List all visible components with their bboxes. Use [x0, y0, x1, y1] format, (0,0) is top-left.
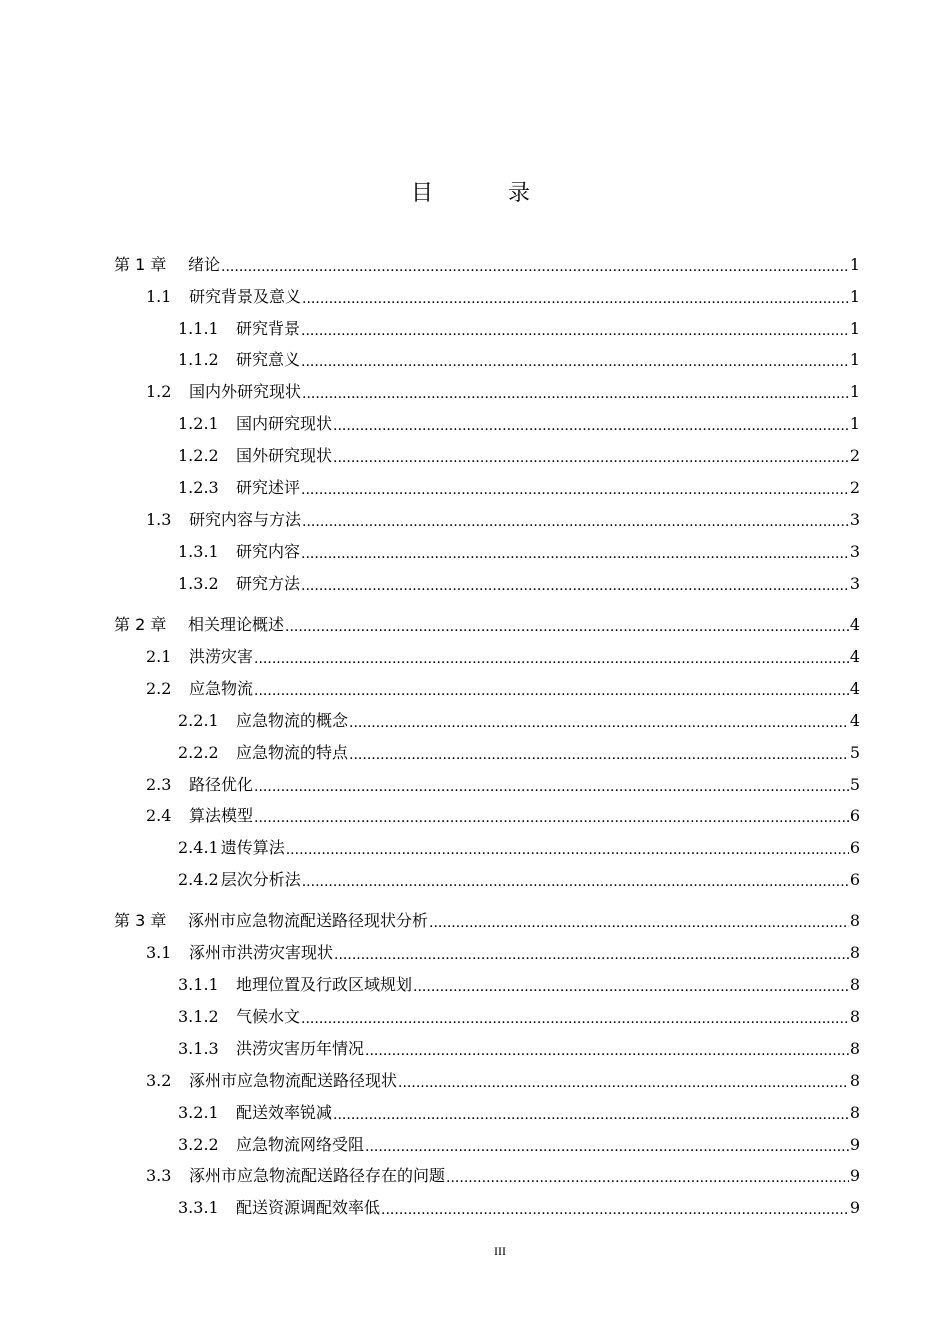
dot-leader	[429, 914, 849, 932]
toc-entry-label: 研究述评	[236, 478, 301, 497]
toc-entry-level-1[interactable]	[114, 604, 860, 636]
dot-leader	[302, 290, 849, 308]
toc-entry-number: 2.4	[146, 806, 172, 825]
toc-entry-page-number: 6	[849, 838, 860, 857]
dot-leader	[301, 545, 849, 563]
toc-entry-page-number: 8	[849, 943, 860, 962]
toc-entry-number: 3.1.2	[178, 1007, 219, 1026]
toc-entry-page-number: 8	[849, 1007, 860, 1026]
toc-entry-level-2[interactable]	[146, 1060, 860, 1092]
toc-entry-level-3[interactable]	[178, 1092, 860, 1124]
dot-leader	[286, 841, 849, 859]
toc-entry-page-number: 4	[849, 647, 860, 666]
toc-entry-label: 国外研究现状	[236, 446, 333, 465]
toc-entry-level-2[interactable]	[146, 276, 860, 308]
toc-entry-level-2[interactable]	[146, 636, 860, 668]
dot-leader	[254, 778, 849, 796]
toc-entry-level-3[interactable]	[178, 732, 860, 764]
toc-entry-page-number: 9	[849, 1198, 860, 1217]
toc-entry-level-3[interactable]	[178, 996, 860, 1028]
toc-entry-page-number: 9	[849, 1135, 860, 1154]
toc-entry-number: 1.2.3	[178, 478, 219, 497]
toc-entry-number: 2.3	[146, 775, 172, 794]
toc-entry-page-number: 5	[849, 743, 860, 762]
toc-entry-label: 绪论	[188, 255, 221, 274]
toc-entry-page-number: 9	[849, 1166, 860, 1185]
toc-entry-page-number: 1	[849, 287, 860, 306]
toc-entry-number: 3.2	[146, 1071, 172, 1090]
toc-entry-label: 遗传算法	[220, 838, 285, 857]
toc-entry-label: 研究背景	[236, 319, 301, 338]
toc-entry-page-number: 1	[849, 319, 860, 338]
toc-entry-number: 2.2.2	[178, 743, 219, 762]
dot-leader	[334, 946, 849, 964]
toc-entry-level-3[interactable]	[178, 964, 860, 996]
toc-entry-number: 3.1.3	[178, 1039, 219, 1058]
toc-entry-label: 涿州市应急物流配送路径现状分析	[188, 911, 429, 930]
toc-entry-page-number: 8	[849, 1103, 860, 1122]
toc-entry-number: 第 2 章	[114, 615, 167, 634]
toc-entry-level-2[interactable]	[146, 668, 860, 700]
toc-entry-level-2[interactable]	[146, 1155, 860, 1187]
toc-entry-level-1[interactable]	[114, 244, 860, 276]
toc-entry-page-number: 5	[849, 775, 860, 794]
toc-entry-number: 1.3.2	[178, 574, 219, 593]
toc-entry-level-3[interactable]	[178, 403, 860, 435]
toc-entry-level-3[interactable]	[178, 1187, 860, 1219]
toc-entry-page-number: 1	[849, 350, 860, 369]
dot-leader	[365, 1042, 849, 1060]
toc-entry-label: 算法模型	[189, 806, 254, 825]
dot-leader	[302, 873, 849, 891]
dot-leader	[349, 714, 849, 732]
toc-entry-level-3[interactable]	[178, 700, 860, 732]
toc-entry-label: 应急物流的特点	[236, 743, 349, 762]
toc-entry-level-1[interactable]	[114, 900, 860, 932]
dot-leader	[254, 650, 849, 668]
dot-leader	[302, 385, 849, 403]
dot-leader	[301, 322, 849, 340]
toc-entry-page-number: 4	[849, 711, 860, 730]
toc-entry-label: 应急物流	[189, 679, 254, 698]
dot-leader	[333, 449, 849, 467]
toc-entry-number: 1.1.2	[178, 350, 219, 369]
toc-entry-level-3[interactable]	[178, 467, 860, 499]
toc-entry-label: 研究内容	[236, 542, 301, 561]
toc-entry-level-3[interactable]	[178, 435, 860, 467]
toc-entry-page-number: 3	[849, 510, 860, 529]
toc-entry-page-number: 4	[849, 679, 860, 698]
toc-entry-label: 配送效率锐减	[236, 1103, 333, 1122]
dot-leader	[301, 577, 849, 595]
toc-entry-page-number: 2	[849, 478, 860, 497]
toc-entry-label: 研究方法	[236, 574, 301, 593]
toc-entry-number: 2.4.1	[178, 838, 219, 857]
toc-entry-number: 1.2	[146, 382, 172, 401]
toc-entry-label: 路径优化	[189, 775, 254, 794]
toc-entry-number: 3.2.1	[178, 1103, 219, 1122]
toc-entry-label: 气候水文	[236, 1007, 301, 1026]
toc-entry-page-number: 3	[849, 574, 860, 593]
dot-leader	[446, 1169, 849, 1187]
dot-leader	[301, 353, 849, 371]
toc-entry-page-number: 8	[849, 1071, 860, 1090]
toc-entry-number: 1.2.2	[178, 446, 219, 465]
toc-entry-page-number: 6	[849, 806, 860, 825]
dot-leader	[285, 618, 849, 636]
toc-entry-number: 3.3.1	[178, 1198, 219, 1217]
toc-entry-label: 涿州市应急物流配送路径现状	[189, 1071, 398, 1090]
toc-entry-number: 1.1	[146, 287, 172, 306]
toc-entry-number: 3.2.2	[178, 1135, 219, 1154]
toc-entry-number: 3.1.1	[178, 975, 219, 994]
dot-leader	[221, 258, 849, 276]
page-number-footer: III	[494, 1244, 506, 1258]
toc-entry-number: 2.2.1	[178, 711, 219, 730]
toc-entry-page-number: 6	[849, 870, 860, 889]
toc-entry-level-3[interactable]	[178, 859, 860, 891]
toc-entry-label: 层次分析法	[220, 870, 301, 889]
dot-leader	[333, 1106, 849, 1124]
toc-entry-number: 第 1 章	[114, 255, 167, 274]
toc-entry-label: 地理位置及行政区域规划	[236, 975, 413, 994]
toc-entry-number: 3.1	[146, 943, 172, 962]
toc-entry-number: 1.3	[146, 510, 172, 529]
toc-entry-level-2[interactable]	[146, 795, 860, 827]
toc-entry-page-number: 8	[849, 1039, 860, 1058]
dot-leader	[349, 746, 849, 764]
toc-entry-level-3[interactable]	[178, 1028, 860, 1060]
toc-entry-level-3[interactable]	[178, 308, 860, 340]
toc-entry-label: 洪涝灾害历年情况	[236, 1039, 365, 1058]
toc-entry-number: 1.3.1	[178, 542, 219, 561]
toc-entry-page-number: 8	[849, 975, 860, 994]
dot-leader	[365, 1138, 849, 1156]
toc-entry-level-3[interactable]	[178, 531, 860, 563]
toc-entry-number: 2.4.2	[178, 870, 219, 889]
toc-entry-level-2[interactable]	[146, 499, 860, 531]
toc-entry-level-2[interactable]	[146, 764, 860, 796]
dot-leader	[254, 682, 849, 700]
toc-entry-label: 涿州市洪涝灾害现状	[189, 943, 334, 962]
toc-entry-page-number: 1	[849, 414, 860, 433]
dot-leader	[301, 481, 849, 499]
toc-entry-level-2[interactable]	[146, 932, 860, 964]
toc-entry-page-number: 4	[849, 615, 860, 634]
toc-entry-label: 国内外研究现状	[189, 382, 302, 401]
toc-entry-number: 2.1	[146, 647, 172, 666]
dot-leader	[301, 1010, 849, 1028]
toc-entry-label: 研究背景及意义	[189, 287, 302, 306]
toc-entry-level-3[interactable]	[178, 827, 860, 859]
toc-entry-page-number: 2	[849, 446, 860, 465]
toc-entry-label: 涿州市应急物流配送路径存在的问题	[189, 1166, 446, 1185]
dot-leader	[333, 417, 849, 435]
toc-entry-number: 第 3 章	[114, 911, 167, 930]
page-title: 目 录	[411, 181, 564, 206]
dot-leader	[302, 513, 849, 531]
toc-entry-label: 应急物流的概念	[236, 711, 349, 730]
toc-entry-number: 1.1.1	[178, 319, 219, 338]
toc-entry-number: 2.2	[146, 679, 172, 698]
toc-entry-label: 研究内容与方法	[189, 510, 302, 529]
dot-leader	[413, 978, 849, 996]
toc-entry-label: 应急物流网络受阻	[236, 1135, 365, 1154]
toc-entry-page-number: 3	[849, 542, 860, 561]
toc-entry-label: 洪涝灾害	[189, 647, 254, 666]
toc-entry-page-number: 1	[849, 255, 860, 274]
dot-leader	[254, 809, 849, 827]
dot-leader	[381, 1201, 849, 1219]
toc-entry-page-number: 8	[849, 911, 860, 930]
toc-entry-label: 相关理论概述	[188, 615, 285, 634]
toc-entry-number: 1.2.1	[178, 414, 219, 433]
toc-entry-level-3[interactable]	[178, 339, 860, 371]
toc-entry-label: 研究意义	[236, 350, 301, 369]
toc-entry-number: 3.3	[146, 1166, 172, 1185]
toc-entry-level-3[interactable]	[178, 563, 860, 595]
toc-entry-label: 国内研究现状	[236, 414, 333, 433]
toc-entry-level-3[interactable]	[178, 1124, 860, 1156]
toc-entry-label: 配送资源调配效率低	[236, 1198, 381, 1217]
toc-entry-level-2[interactable]	[146, 371, 860, 403]
toc-entry-page-number: 1	[849, 382, 860, 401]
dot-leader	[398, 1074, 849, 1092]
